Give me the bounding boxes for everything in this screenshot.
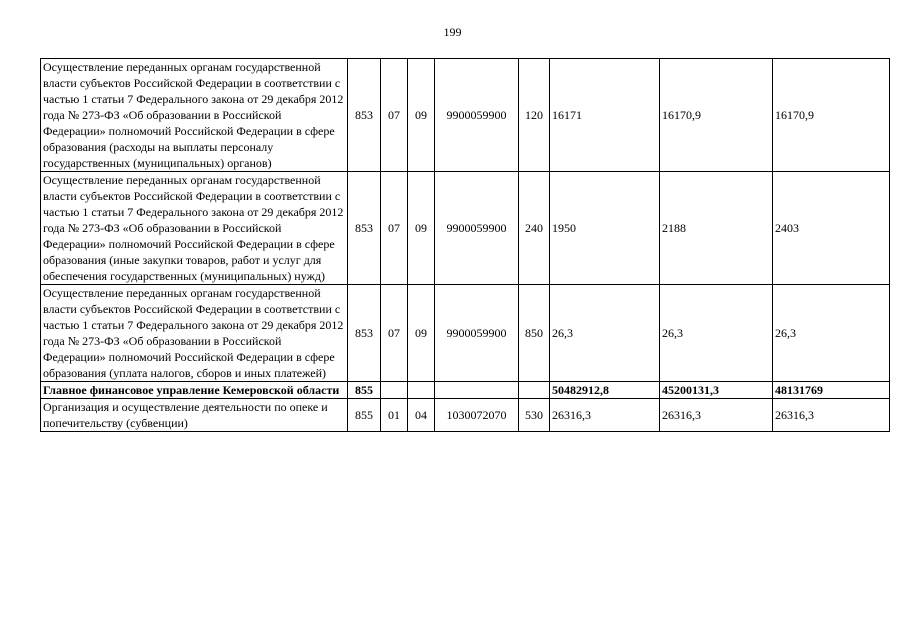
table-row (41, 285, 890, 382)
row-description: Осуществление переданных органам государственной власти субъектов Российской Федерации в соответствии с частью 1 статьи 7 Федерального закона от 29 декабря 2012 года № 273-ФЗ «Об образовании в Российской Федерации» полномочий Российской Федерации в сфере образования (уплата налогов, сборов и иных платежей) (41, 285, 348, 382)
expense-type-code (519, 382, 550, 399)
amount-year-3: 16170,9 (773, 59, 890, 172)
ministry-code: 853 (348, 285, 381, 382)
page-number: 199 (443, 25, 462, 39)
target-article-code: 9900059900 (435, 172, 519, 285)
subsection-code: 09 (408, 172, 435, 285)
expense-type-code: 850 (519, 285, 550, 382)
amount-year-1: 1950 (550, 172, 660, 285)
amount-year-2: 2188 (660, 172, 773, 285)
amount-year-1: 50482912,8 (550, 382, 660, 399)
ministry-code: 853 (348, 59, 381, 172)
subsection-code (408, 382, 435, 399)
section-code: 07 (381, 285, 408, 382)
amount-year-2: 45200131,3 (660, 382, 773, 399)
section-code: 07 (381, 59, 408, 172)
target-article-code: 1030072070 (435, 399, 519, 432)
expense-type-code: 120 (519, 59, 550, 172)
section-code: 07 (381, 172, 408, 285)
amount-year-1: 26,3 (550, 285, 660, 382)
section-code: 01 (381, 399, 408, 432)
ministry-code: 855 (348, 382, 381, 399)
table-row (41, 172, 890, 285)
table-body (41, 59, 890, 432)
target-article-code: 9900059900 (435, 285, 519, 382)
row-description: Главное финансовое управление Кемеровской области (41, 382, 348, 399)
table-row (41, 382, 890, 399)
budget-table (40, 58, 890, 432)
subsection-code: 04 (408, 399, 435, 432)
amount-year-3: 26,3 (773, 285, 890, 382)
section-code (381, 382, 408, 399)
ministry-code: 855 (348, 399, 381, 432)
amount-year-1: 16171 (550, 59, 660, 172)
amount-year-2: 26,3 (660, 285, 773, 382)
table-row (41, 59, 890, 172)
row-description: Организация и осуществление деятельности по опеке и попечительству (субвенции) (41, 399, 348, 432)
target-article-code: 9900059900 (435, 59, 519, 172)
amount-year-3: 48131769 (773, 382, 890, 399)
row-description: Осуществление переданных органам государственной власти субъектов Российской Федерации в соответствии с частью 1 статьи 7 Федерального закона от 29 декабря 2012 года № 273-ФЗ «Об образовании в Российской Федерации» полномочий Российской Федерации в сфере образования (иные закупки товаров, работ и услуг для обеспечения государственных (муниципальных) нужд) (41, 172, 348, 285)
table-row (41, 399, 890, 432)
target-article-code (435, 382, 519, 399)
expense-type-code: 530 (519, 399, 550, 432)
subsection-code: 09 (408, 59, 435, 172)
amount-year-2: 16170,9 (660, 59, 773, 172)
amount-year-3: 26316,3 (773, 399, 890, 432)
amount-year-1: 26316,3 (550, 399, 660, 432)
expense-type-code: 240 (519, 172, 550, 285)
amount-year-2: 26316,3 (660, 399, 773, 432)
subsection-code: 09 (408, 285, 435, 382)
ministry-code: 853 (348, 172, 381, 285)
amount-year-3: 2403 (773, 172, 890, 285)
row-description: Осуществление переданных органам государственной власти субъектов Российской Федерации в соответствии с частью 1 статьи 7 Федерального закона от 29 декабря 2012 года № 273-ФЗ «Об образовании в Российской Федерации» полномочий Российской Федерации в сфере образования (расходы на выплаты персоналу государственных (муниципальных) органов) (41, 59, 348, 172)
